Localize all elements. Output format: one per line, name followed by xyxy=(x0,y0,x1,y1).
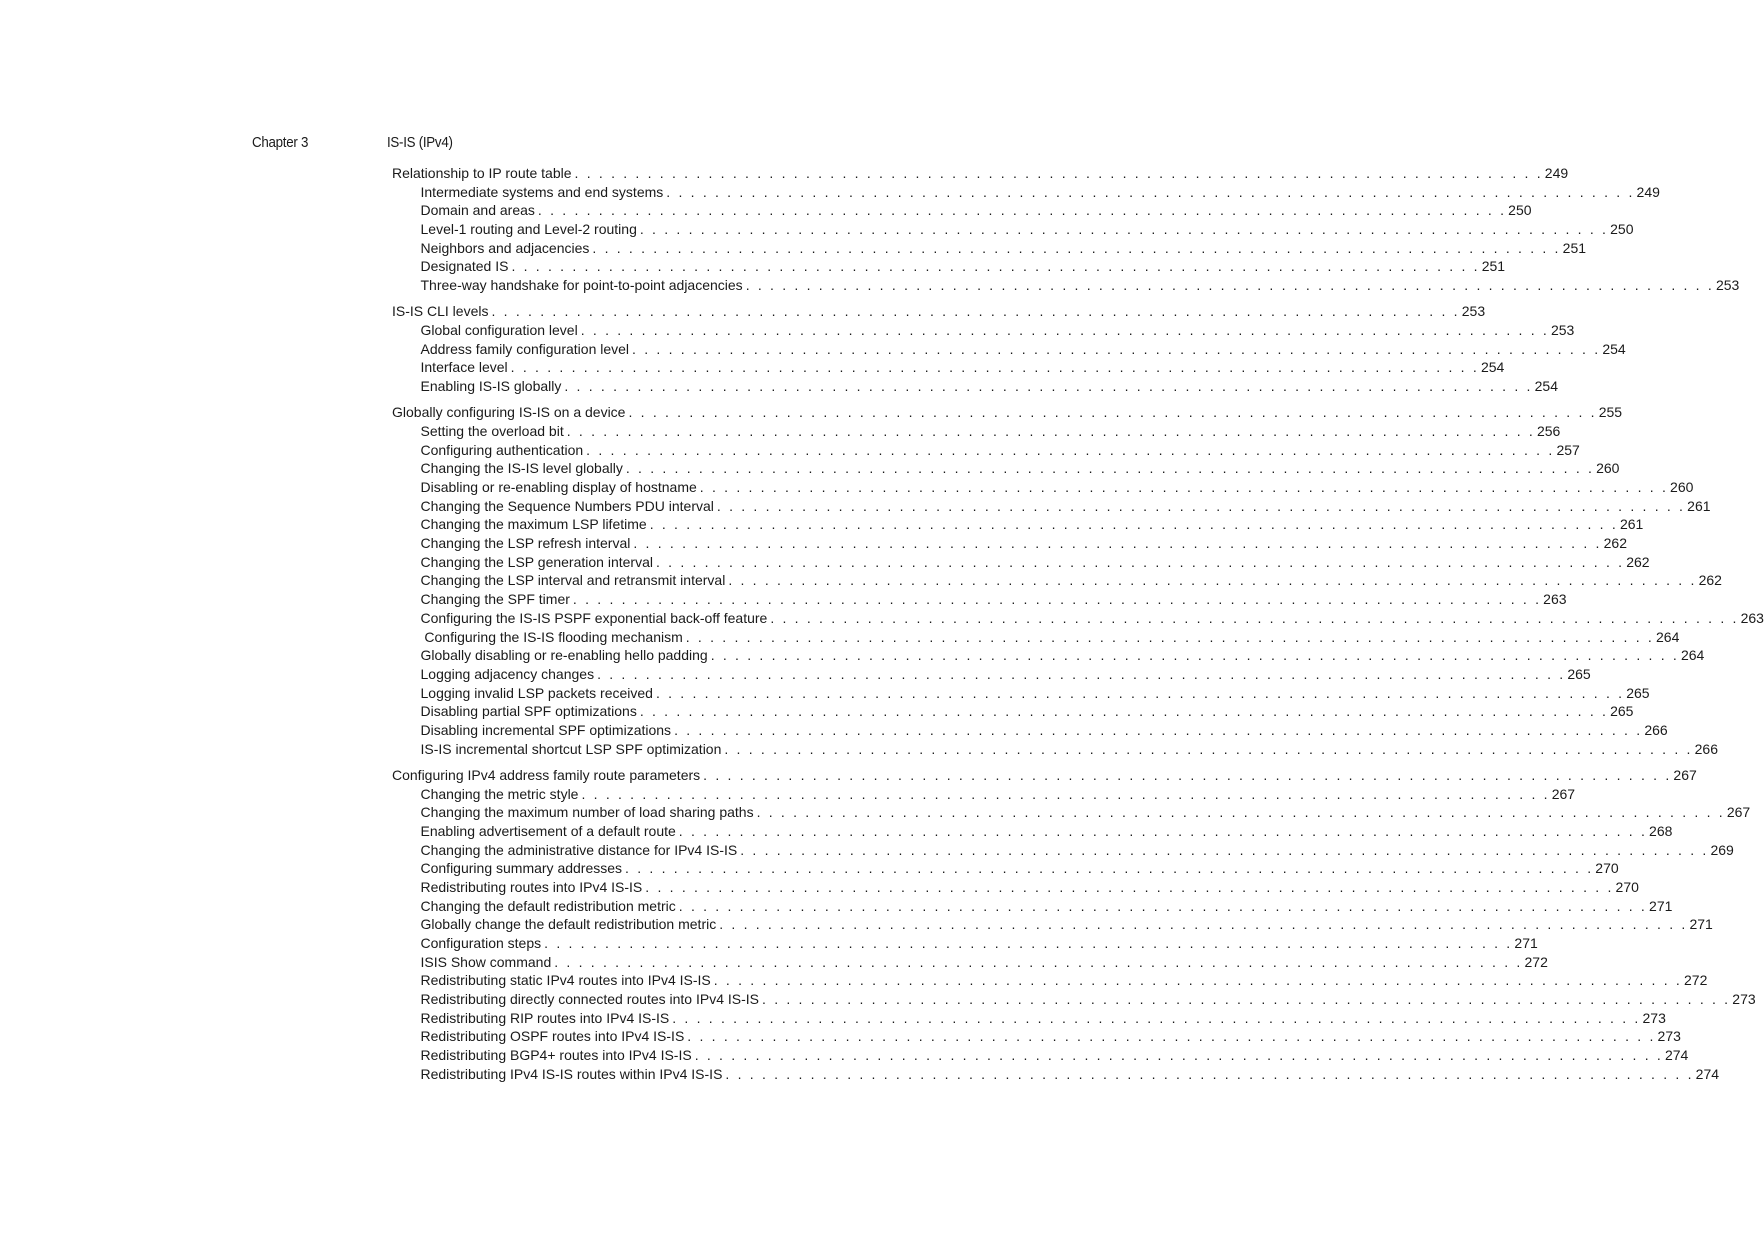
toc-subentry[interactable] xyxy=(392,1028,1681,1047)
toc-subentry[interactable] xyxy=(392,860,1619,879)
toc-subentry-page: 265 xyxy=(1567,665,1591,682)
toc-subentry-page: 270 xyxy=(1615,878,1639,895)
toc-subentry-page: 264 xyxy=(1680,647,1705,664)
dot-leader: . . . . . . . . . . . . . . . . . . . . . . . . . . . . . . . . . . . . . . . . . . . . . . . . . . . . . . . . . . . . . . . . . . . . . . . . . . . . . . . . xyxy=(597,665,1566,682)
dot-leader: . . . . . . . . . . . . . . . . . . . . . . . . . . . . . . . . . . . . . . . . . . . . . . . . . . . . . . . . . . . . . . . . . . . . . . . . . . . . . . . . xyxy=(625,860,1594,877)
toc-subentry-page: 274 xyxy=(1664,1047,1689,1064)
toc-subentry-title: Intermediate systems and end systems xyxy=(420,183,664,200)
toc-subentry[interactable] xyxy=(392,721,1668,741)
toc-subentry[interactable] xyxy=(392,258,1506,277)
toc-subentry[interactable] xyxy=(392,665,1591,685)
dot-leader: . . . . . . . . . . . . . . . . . . . . . . . . . . . . . . . . . . . . . . . . . . . . . . . . . . . . . . . . . . . . . . . . . . . . . . . . . . . . . . . . xyxy=(655,684,1625,701)
toc-subentry[interactable] xyxy=(392,740,1718,760)
toc-entry-title: Relationship to IP route table xyxy=(392,165,572,181)
dot-leader: . . . . . . . . . . . . . . . . . . . . . . . . . . . . . . . . . . . . . . . . . . . . . . . . . . . . . . . . . . . . . . . . . . . . . . . . . . . . . . . . xyxy=(756,804,1725,821)
toc-subentry-page: 273 xyxy=(1642,1009,1666,1026)
toc-subentry-page: 266 xyxy=(1694,740,1718,757)
toc-subentry-page: 263 xyxy=(1543,591,1567,608)
dot-leader: . . . . . . . . . . . . . . . . . . . . . . . . . . . . . . . . . . . . . . . . . . . . . . . . . . . . . . . . . . . . . . . . . . . . . . . . . . . . . . . . xyxy=(728,572,1697,589)
toc-subentry-page: 249 xyxy=(1636,183,1660,200)
toc-entry-page: 253 xyxy=(1461,303,1486,320)
toc-subentry-title: Changing the maximum number of load sharing paths xyxy=(420,804,754,821)
toc-subentry-page: 265 xyxy=(1626,684,1650,701)
toc-section xyxy=(392,303,1626,396)
toc-subentry[interactable] xyxy=(392,340,1626,360)
toc-entry[interactable] xyxy=(392,165,1569,184)
toc-subentry-title: Changing the LSP interval and retransmit interval xyxy=(420,572,726,589)
toc-subentry[interactable] xyxy=(392,553,1650,573)
dot-leader: . . . . . . . . . . . . . . . . . . . . . . . . . . . . . . . . . . . . . . . . . . . . . . . . . . . . . . . . . . . . . . . . . . . . . . . . . . . . . . . . xyxy=(581,785,1550,802)
toc-subentry-title: IS-IS incremental shortcut LSP SPF optimization xyxy=(420,740,722,757)
toc-subentry[interactable] xyxy=(392,479,1694,498)
toc-subentry-title: Disabling incremental SPF optimizations xyxy=(420,721,672,738)
toc-subentry-title: Redistributing RIP routes into IPv4 IS-IS xyxy=(420,1009,670,1026)
toc-subentry-page: 264 xyxy=(1656,628,1680,645)
toc-subentry-title: Level-1 routing and Level-2 routing xyxy=(420,221,637,238)
dot-leader: . . . . . . . . . . . . . . . . . . . . . . . . . . . . . . . . . . . . . . . . . . . . . . . . . . . . . . . . . . . . . . . . . . . . . . . . . . . . . . . . xyxy=(649,516,1618,533)
toc-subentry[interactable] xyxy=(392,953,1548,973)
toc-subentry-title: Configuring the IS-IS PSPF exponential back-off feature xyxy=(420,609,768,626)
toc-subentry[interactable] xyxy=(392,916,1713,935)
dot-leader: . . . . . . . . . . . . . . . . . . . . . . . . . . . . . . . . . . . . . . . . . . . . . . . . . . . . . . . . . . . . . . . . . . . . . . . . . . . . . . . . xyxy=(572,591,1542,608)
toc-subentry-page: 269 xyxy=(1710,841,1734,858)
toc-subentry-page: 266 xyxy=(1644,721,1668,738)
toc-subentry[interactable] xyxy=(392,359,1505,378)
toc-subentry-title: Disabling partial SPF optimizations xyxy=(420,703,637,720)
toc-subentry[interactable] xyxy=(392,441,1580,461)
toc-subentry[interactable] xyxy=(392,1065,1720,1085)
toc-subentry[interactable] xyxy=(392,804,1751,823)
toc-subentry[interactable] xyxy=(392,516,1644,535)
toc-subentry-title: Globally disabling or re-enabling hello padding xyxy=(420,647,708,664)
toc-subentry-page: 267 xyxy=(1551,785,1576,802)
toc-subentry-page: 256 xyxy=(1536,422,1561,439)
toc-subentry[interactable] xyxy=(392,609,1764,629)
toc-entry-title: Globally configuring IS-IS on a device xyxy=(392,404,626,421)
dot-leader: . . . . . . . . . . . . . . . . . . . . . . . . . . . . . . . . . . . . . . . . . . . . . . . . . . . . . . . . . . . . . . . . . . . . . . . . . . . . . . . . xyxy=(694,1047,1663,1064)
dot-leader: . . . . . . . . . . . . . . . . . . . . . . . . . . . . . . . . . . . . . . . . . . . . . . . . . . . . . . . . . . . . . . . . . . . . . . . . . . . . . . . . xyxy=(713,972,1683,989)
toc-section xyxy=(392,165,1740,296)
toc-subentry-page: 263 xyxy=(1740,609,1764,626)
toc-subentry-page: 272 xyxy=(1524,953,1548,970)
dot-leader: . . . . . . . . . . . . . . . . . . . . . . . . . . . . . . . . . . . . . . . . . . . . . . . . . . . . . . . . . . . . . . . . . . . . . . . . . . . . . . . . xyxy=(703,766,1672,783)
toc-subentry[interactable] xyxy=(392,1009,1666,1029)
toc-subentry[interactable] xyxy=(392,183,1660,203)
dot-leader: . . . . . . . . . . . . . . . . . . . . . . . . . . . . . . . . . . . . . . . . . . . . . . . . . . . . . . . . . . . . . . . . . . . . . . . . . . . . . . . . xyxy=(725,1065,1694,1082)
toc-subentry-page: 267 xyxy=(1726,804,1751,821)
toc-subentry-title: Changing the LSP generation interval xyxy=(420,553,653,570)
dot-leader: . . . . . . . . . . . . . . . . . . . . . . . . . . . . . . . . . . . . . . . . . . . . . . . . . . . . . . . . . . . . . . . . . . . . . . . . . . . . . . . . xyxy=(674,721,1643,738)
chapter-title: IS-IS (IPv4) xyxy=(387,135,453,151)
toc-subentry-title: Address family configuration level xyxy=(420,340,630,357)
dot-leader: . . . . . . . . . . . . . . . . . . . . . . . . . . . . . . . . . . . . . . . . . . . . . . . . . . . . . . . . . . . . . . . . . . . . . . . . . . . . . . . . xyxy=(687,1028,1656,1045)
toc-subentry[interactable] xyxy=(392,202,1532,221)
toc-subentry-page: 271 xyxy=(1689,916,1713,933)
toc-entry[interactable] xyxy=(392,303,1486,322)
dot-leader: . . . . . . . . . . . . . . . . . . . . . . . . . . . . . . . . . . . . . . . . . . . . . . . . . . . . . . . . . . . . . . . . . . . . . . . . . . . . . . . . xyxy=(740,841,1709,858)
toc-subentry[interactable] xyxy=(392,497,1711,517)
toc-subentry[interactable] xyxy=(392,535,1627,554)
toc-entry-page: 249 xyxy=(1544,165,1569,181)
toc-subentry[interactable] xyxy=(392,841,1734,861)
toc-subentry-title: Redistributing BGP4+ routes into IPv4 IS-IS xyxy=(420,1047,692,1064)
dot-leader: . . . . . . . . . . . . . . . . . . . . . . . . . . . . . . . . . . . . . . . . . . . . . . . . . . . . . . . . . . . . . . . . . . . . . . . . . . . . . . . . xyxy=(710,647,1679,664)
toc-subentry-page: 261 xyxy=(1619,516,1644,533)
toc-subentry-page: 262 xyxy=(1626,553,1650,570)
dot-leader: . . . . . . . . . . . . . . . . . . . . . . . . . . . . . . . . . . . . . . . . . . . . . . . . . . . . . . . . . . . . . . . . . . . . . . . . . . . . . . . . xyxy=(672,1009,1641,1026)
dot-leader: . . . . . . . . . . . . . . . . . . . . . . . . . . . . . . . . . . . . . . . . . . . . . . . . . . . . . . . . . . . . . . . . . . . . . . . . . . . . . . . . xyxy=(586,441,1555,458)
toc-entry-page: 255 xyxy=(1598,404,1623,421)
dot-leader: . . . . . . . . . . . . . . . . . . . . . . . . . . . . . . . . . . . . . . . . . . . . . . . . . . . . . . . . . . . . . . . . . . . . . . . . . . . . . . . . xyxy=(770,609,1739,626)
dot-leader: . . . . . . . . . . . . . . . . . . . . . . . . . . . . . . . . . . . . . . . . . . . . . . . . . . . . . . . . . . . . . . . . . . . . . . . . . . . . . . . . xyxy=(678,822,1648,839)
toc-subentry[interactable] xyxy=(392,591,1567,610)
toc-subentry-title: Enabling advertisement of a default route xyxy=(420,822,676,839)
toc-subentry-page: 262 xyxy=(1603,535,1627,552)
toc-subentry[interactable] xyxy=(392,460,1620,479)
toc-subentry-page: 270 xyxy=(1595,860,1619,877)
toc-subentry[interactable] xyxy=(392,647,1705,666)
toc-entry-title: Configuring IPv4 address family route parameters xyxy=(392,766,701,783)
toc-subentry-title: Changing the LSP refresh interval xyxy=(420,535,631,552)
dot-leader: . . . . . . . . . . . . . . . . . . . . . . . . . . . . . . . . . . . . . . . . . . . . . . . . . . . . . . . . . . . . . . . . . . . . . . . . . . . . . . . . xyxy=(655,553,1625,570)
toc-subentry-title: Three-way handshake for point-to-point adjacencies xyxy=(420,277,743,294)
toc-subentry-page: 254 xyxy=(1480,359,1505,376)
toc-subentry-title: Configuring the IS-IS flooding mechanism xyxy=(420,628,683,645)
dot-leader: . . . . . . . . . . . . . . . . . . . . . . . . . . . . . . . . . . . . . . . . . . . . . . . . . . . . . . . . . . . . . . . . . . . . . . . . . . . . . . . . xyxy=(685,628,1655,645)
dot-leader: . . . . . . . . . . . . . . . . . . . . . . . . . . . . . . . . . . . . . . . . . . . . . . . . . . . . . . . . . . . . . . . . . . . . . . . . . . . . . . . . xyxy=(628,404,1597,421)
dot-leader: . . . . . . . . . . . . . . . . . . . . . . . . . . . . . . . . . . . . . . . . . . . . . . . . . . . . . . . . . . . . . . . . . . . . . . . . . . . . . . . . xyxy=(762,991,1731,1008)
toc-subentry[interactable] xyxy=(392,1047,1689,1066)
toc-subentry-page: 251 xyxy=(1562,239,1587,256)
toc-subentry-title: Changing the IS-IS level globally xyxy=(420,460,623,477)
toc-subentry-title: ISIS Show command xyxy=(420,953,552,970)
toc-subentry-page: 274 xyxy=(1695,1065,1720,1082)
toc-subentry[interactable] xyxy=(392,684,1650,704)
toc-subentry-page: 260 xyxy=(1670,479,1694,495)
toc-subentry-page: 257 xyxy=(1556,441,1580,458)
dot-leader: . . . . . . . . . . . . . . . . . . . . . . . . . . . . . . . . . . . . . . . . . . . . . . . . . . . . . . . . . . . . . . . . . . . . . . . . . . . . . . . . xyxy=(645,878,1614,895)
toc-subentry[interactable] xyxy=(392,322,1575,341)
toc-subentry-title: Enabling IS-IS globally xyxy=(420,378,562,395)
chapter-label: Chapter 3 xyxy=(252,135,309,151)
toc-subentry[interactable] xyxy=(392,239,1587,259)
toc-subentry-page: 250 xyxy=(1610,221,1634,238)
dot-leader: . . . . . . . . . . . . . . . . . . . . . . . . . . . . . . . . . . . . . . . . . . . . . . . . . . . . . . . . . . . . . . . . . . . . . . . . . . . . . . . . xyxy=(544,935,1513,951)
toc-subentry[interactable] xyxy=(392,935,1538,954)
toc-subentry-page: 262 xyxy=(1698,572,1722,589)
dot-leader: . . . . . . . . . . . . . . . . . . . . . . . . . . . . . . . . . . . . . . . . . . . . . . . . . . . . . . . . . . . . . . . . . . . . . . . . . . . . . . . . xyxy=(724,740,1693,757)
toc-subentry[interactable] xyxy=(392,991,1756,1010)
dot-leader: . . . . . . . . . . . . . . . . . . . . . . . . . . . . . . . . . . . . . . . . . . . . . . . . . . . . . . . . . . . . . . . . . . . . . . . . . . . . . . . . xyxy=(491,303,1460,320)
toc-section xyxy=(392,404,1764,759)
toc-subentry-title: Configuring authentication xyxy=(420,441,584,458)
toc-entry-title: IS-IS CLI levels xyxy=(392,303,489,320)
toc-subentry-title: Redistributing directly connected routes into IPv4 IS-IS xyxy=(420,991,760,1008)
dot-leader: . . . . . . . . . . . . . . . . . . . . . . . . . . . . . . . . . . . . . . . . . . . . . . . . . . . . . . . . . . . . . . . . . . . . . . . . . . . . . . . . xyxy=(592,239,1561,256)
toc-subentry-title: Changing the administrative distance for IPv4 IS-IS xyxy=(420,841,738,858)
toc-subentry-page: 271 xyxy=(1514,935,1538,951)
toc-subentry-page: 273 xyxy=(1657,1028,1681,1045)
dot-leader: . . . . . . . . . . . . . . . . . . . . . . . . . . . . . . . . . . . . . . . . . . . . . . . . . . . . . . . . . . . . . . . . . . . . . . . . . . . . . . . . xyxy=(632,340,1601,357)
toc-subentry-title: Globally change the default redistribution metric xyxy=(420,916,717,933)
toc-subentry[interactable] xyxy=(392,878,1639,898)
dot-leader: . . . . . . . . . . . . . . . . . . . . . . . . . . . . . . . . . . . . . . . . . . . . . . . . . . . . . . . . . . . . . . . . . . . . . . . . . . . . . . . . xyxy=(639,703,1609,720)
toc-subentry-title: Changing the metric style xyxy=(420,785,579,802)
toc-section xyxy=(392,766,1756,1085)
dot-leader: . . . . . . . . . . . . . . . . . . . . . . . . . . . . . . . . . . . . . . . . . . . . . . . . . . . . . . . . . . . . . . . . . . . . . . . . . . . . . . . . xyxy=(719,916,1688,933)
toc-subentry-page: 268 xyxy=(1649,822,1673,839)
toc-subentry[interactable] xyxy=(392,628,1680,648)
toc-subentry-title: Neighbors and adjacencies xyxy=(420,239,590,256)
dot-leader: . . . . . . . . . . . . . . . . . . . . . . . . . . . . . . . . . . . . . . . . . . . . . . . . . . . . . . . . . . . . . . . . . . . . . . . . . . . . . . . . xyxy=(745,277,1714,294)
toc-subentry-title: Logging invalid LSP packets received xyxy=(420,684,653,701)
toc-subentry-title: Interface level xyxy=(420,359,508,376)
toc-subentry[interactable] xyxy=(392,378,1558,397)
toc-subentry-page: 271 xyxy=(1649,897,1673,914)
toc-subentry[interactable] xyxy=(392,822,1673,842)
toc-subentry-title: Changing the maximum LSP lifetime xyxy=(420,516,647,533)
dot-leader: . . . . . . . . . . . . . . . . . . . . . . . . . . . . . . . . . . . . . . . . . . . . . . . . . . . . . . . . . . . . . . . . . . . . . . . . . . . . . . . . xyxy=(511,258,1480,275)
toc-subentry-title: Changing the SPF timer xyxy=(420,591,570,608)
toc-subentry[interactable] xyxy=(392,572,1722,591)
dot-leader: . . . . . . . . . . . . . . . . . . . . . . . . . . . . . . . . . . . . . . . . . . . . . . . . . . . . . . . . . . . . . . . . . . . . . . . . . . . . . . . . xyxy=(566,422,1535,439)
toc-entry[interactable] xyxy=(392,766,1697,786)
toc-subentry-page: 273 xyxy=(1732,991,1756,1008)
toc-subentry-page: 253 xyxy=(1715,277,1740,294)
toc-subentry-page: 250 xyxy=(1508,202,1532,219)
toc-subentry-title: Configuration steps xyxy=(420,935,542,951)
toc-subentry-title: Designated IS xyxy=(420,258,509,275)
toc-subentry-title: Setting the overload bit xyxy=(420,422,564,439)
toc-subentry-title: Changing the default redistribution metric xyxy=(420,897,676,914)
dot-leader: . . . . . . . . . . . . . . . . . . . . . . . . . . . . . . . . . . . . . . . . . . . . . . . . . . . . . . . . . . . . . . . . . . . . . . . . . . . . . . . . xyxy=(678,897,1648,914)
dot-leader: . . . . . . . . . . . . . . . . . . . . . . . . . . . . . . . . . . . . . . . . . . . . . . . . . . . . . . . . . . . . . . . . . . . . . . . . . . . . . . . . xyxy=(537,202,1507,219)
toc-subentry[interactable] xyxy=(392,422,1561,442)
toc-subentry-title: Redistributing OSPF routes into IPv4 IS-IS xyxy=(420,1028,685,1045)
toc-subentry-title: Domain and areas xyxy=(420,202,535,219)
toc-subentry-title: Redistributing static IPv4 routes into IPv4 IS-IS xyxy=(420,972,711,989)
toc-subentry-page: 265 xyxy=(1610,703,1634,720)
toc-subentry-title: Configuring summary addresses xyxy=(420,860,623,877)
toc-subentry[interactable] xyxy=(392,221,1634,240)
toc-subentry[interactable] xyxy=(392,703,1634,722)
table-of-contents xyxy=(392,165,1764,1092)
toc-subentry[interactable] xyxy=(392,972,1708,991)
toc-subentry-title: Changing the Sequence Numbers PDU interval xyxy=(420,497,714,514)
toc-subentry[interactable] xyxy=(392,277,1740,296)
toc-subentry-title: Logging adjacency changes xyxy=(420,665,595,682)
dot-leader: . . . . . . . . . . . . . . . . . . . . . . . . . . . . . . . . . . . . . . . . . . . . . . . . . . . . . . . . . . . . . . . . . . . . . . . . . . . . . . . . xyxy=(580,322,1549,338)
dot-leader: . . . . . . . . . . . . . . . . . . . . . . . . . . . . . . . . . . . . . . . . . . . . . . . . . . . . . . . . . . . . . . . . . . . . . . . . . . . . . . . . xyxy=(699,479,1669,495)
toc-subentry-page: 253 xyxy=(1550,322,1575,338)
dot-leader: . . . . . . . . . . . . . . . . . . . . . . . . . . . . . . . . . . . . . . . . . . . . . . . . . . . . . . . . . . . . . . . . . . . . . . . . . . . . . . . . xyxy=(510,359,1479,376)
dot-leader: . . . . . . . . . . . . . . . . . . . . . . . . . . . . . . . . . . . . . . . . . . . . . . . . . . . . . . . . . . . . . . . . . . . . . . . . . . . . . . . . xyxy=(633,535,1602,552)
dot-leader: . . . . . . . . . . . . . . . . . . . . . . . . . . . . . . . . . . . . . . . . . . . . . . . . . . . . . . . . . . . . . . . . . . . . . . . . . . . . . . . . xyxy=(564,378,1533,395)
toc-entry-page: 267 xyxy=(1673,766,1697,783)
toc-subentry-title: Redistributing routes into IPv4 IS-IS xyxy=(420,878,643,895)
toc-subentry-page: 254 xyxy=(1602,340,1626,357)
toc-subentry[interactable] xyxy=(392,897,1673,917)
toc-subentry-page: 261 xyxy=(1687,497,1711,514)
dot-leader: . . . . . . . . . . . . . . . . . . . . . . . . . . . . . . . . . . . . . . . . . . . . . . . . . . . . . . . . . . . . . . . . . . . . . . . . . . . . . . . . xyxy=(574,165,1543,181)
toc-subentry-page: 272 xyxy=(1684,972,1708,989)
toc-entry[interactable] xyxy=(392,404,1623,423)
dot-leader: . . . . . . . . . . . . . . . . . . . . . . . . . . . . . . . . . . . . . . . . . . . . . . . . . . . . . . . . . . . . . . . . . . . . . . . . . . . . . . . . xyxy=(554,953,1523,970)
toc-subentry[interactable] xyxy=(392,785,1576,805)
dot-leader: . . . . . . . . . . . . . . . . . . . . . . . . . . . . . . . . . . . . . . . . . . . . . . . . . . . . . . . . . . . . . . . . . . . . . . . . . . . . . . . . xyxy=(716,497,1686,514)
dot-leader: . . . . . . . . . . . . . . . . . . . . . . . . . . . . . . . . . . . . . . . . . . . . . . . . . . . . . . . . . . . . . . . . . . . . . . . . . . . . . . . . xyxy=(639,221,1609,238)
toc-subentry-page: 254 xyxy=(1534,378,1558,395)
toc-subentry-title: Global configuration level xyxy=(420,322,578,338)
toc-subentry-title: Redistributing IPv4 IS-IS routes within IPv4 IS-IS xyxy=(420,1065,723,1082)
dot-leader: . . . . . . . . . . . . . . . . . . . . . . . . . . . . . . . . . . . . . . . . . . . . . . . . . . . . . . . . . . . . . . . . . . . . . . . . . . . . . . . . xyxy=(666,183,1635,200)
toc-subentry-page: 251 xyxy=(1481,258,1506,275)
dot-leader: . . . . . . . . . . . . . . . . . . . . . . . . . . . . . . . . . . . . . . . . . . . . . . . . . . . . . . . . . . . . . . . . . . . . . . . . . . . . . . . . xyxy=(625,460,1595,477)
toc-subentry-page: 260 xyxy=(1596,460,1620,477)
toc-subentry-title: Disabling or re-enabling display of hostname xyxy=(420,479,697,495)
